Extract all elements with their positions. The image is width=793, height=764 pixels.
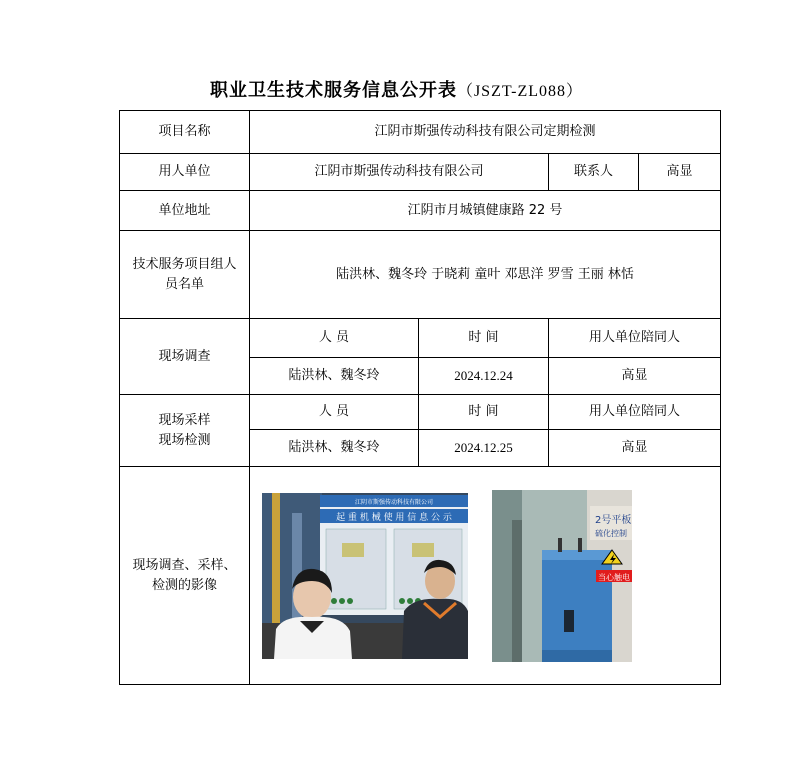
site-photo-2-image [492, 490, 632, 662]
survey-escort: 高显 [549, 358, 721, 395]
contact-label: 联系人 [549, 154, 639, 191]
sampling-header-time: 时 间 [419, 395, 549, 430]
sampling-escort: 高显 [549, 430, 721, 467]
contact-value: 高显 [639, 154, 721, 191]
images-cell [250, 467, 721, 685]
photo2-sign-text: 2号平板 [595, 514, 632, 526]
survey-personnel: 陆洪林、魏冬玲 [250, 358, 419, 395]
team-value: 陆洪林、魏冬玲 于晓莉 童叶 邓思洋 罗雪 王丽 林恬 [250, 231, 721, 319]
site-photo-1 [262, 493, 468, 659]
sampling-header-escort: 用人单位陪同人 [549, 395, 721, 430]
row-sampling-head [120, 395, 721, 430]
sampling-label-line2: 现场检测 [158, 432, 211, 448]
site-photo-1-image [262, 493, 468, 659]
employer-value: 江阴市斯强传动科技有限公司 [250, 154, 549, 191]
survey-header-time: 时 间 [419, 319, 549, 358]
sampling-label [120, 395, 250, 467]
title-main: 职业卫生技术服务信息公开表 [209, 80, 457, 101]
address-label: 单位地址 [120, 191, 250, 231]
project-label: 项目名称 [120, 111, 250, 154]
photo2-warning-text: 当心触电 [598, 572, 631, 582]
survey-header-personnel: 人 员 [250, 319, 419, 358]
photo1-board-company: 江阴市斯强传动科技有限公司 [354, 498, 434, 506]
page-title [0, 76, 793, 102]
address-value: 江阴市月城镇健康路 22 号 [250, 191, 721, 231]
survey-label: 现场调查 [120, 319, 250, 395]
survey-date: 2024.12.24 [419, 358, 549, 395]
row-address [120, 191, 721, 231]
info-table [119, 110, 721, 685]
photo2-sign-sub: 硫化控制 [595, 528, 628, 538]
project-value: 江阴市斯强传动科技有限公司定期检测 [250, 111, 721, 154]
employer-label: 用人单位 [120, 154, 250, 191]
survey-header-escort: 用人单位陪同人 [549, 319, 721, 358]
sampling-personnel: 陆洪林、魏冬玲 [250, 430, 419, 467]
title-code: （JSZT-ZL088） [456, 83, 584, 100]
images-label [120, 467, 250, 685]
images-label-text: 现场调查、采样、检测的影像 [132, 557, 237, 593]
row-images [120, 467, 721, 685]
sampling-label-line1: 现场采样 [158, 412, 211, 428]
row-employer [120, 154, 721, 191]
photo1-board-title: 起 重 机 械 使 用 信 息 公 示 [336, 512, 452, 523]
row-team [120, 231, 721, 319]
team-label-text: 技术服务项目组人员名单 [132, 256, 237, 292]
site-photo-2 [492, 490, 632, 662]
row-survey-head [120, 319, 721, 358]
sampling-date: 2024.12.25 [419, 430, 549, 467]
team-label [120, 231, 250, 319]
row-project [120, 111, 721, 154]
sampling-header-personnel: 人 员 [250, 395, 419, 430]
